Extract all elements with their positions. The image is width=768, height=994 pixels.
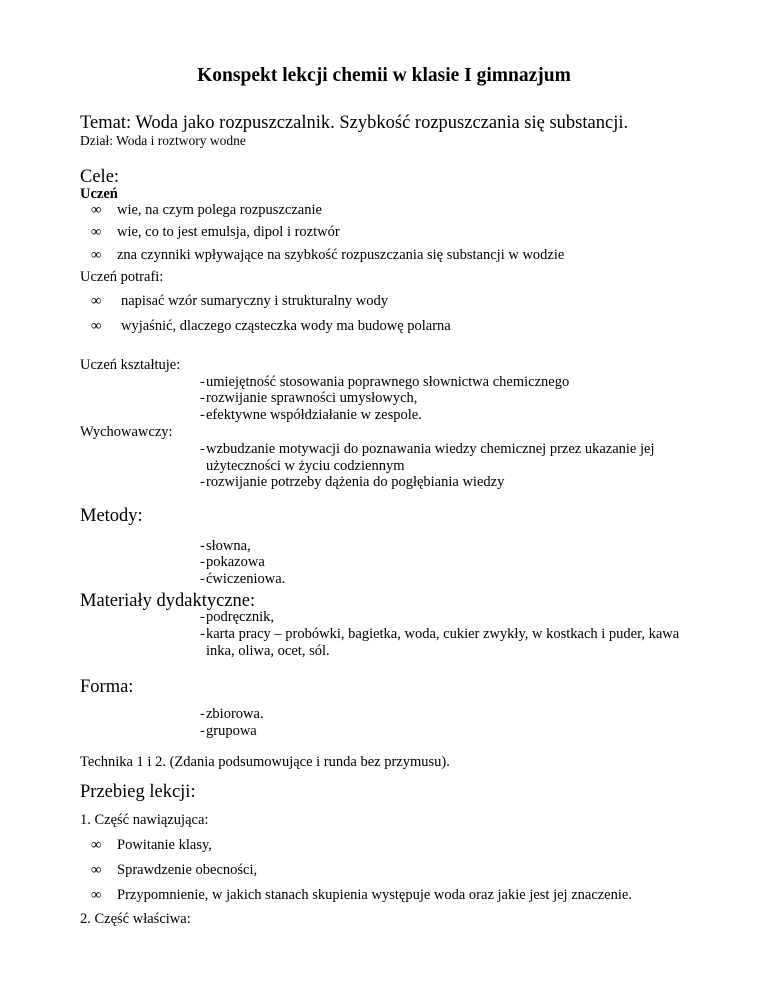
- document-page: Konspekt lekcji chemii w klasie I gimnazjum Temat: Woda jako rozpuszczalnik. Szybkość rozpuszczania się substancji. Dział: Woda i roztwory wodne Cele: Uczeń ∞ wie, na czym polega rozpuszczanie ∞ wie, co to jest emulsja, dipol i roztwór ∞ zna czynniki wpływające na szybkość rozpuszczania się substancji w wodzie Uczeń potrafi: ∞ napisać wzór sumaryczny i strukturalny wody ∞ wyjaśnić, dlaczego cząsteczka wody ma budowę polarna Uczeń kształtuje: - umiejętność stosowania poprawnego słownictwa chemicznego - rozwijanie sprawności umysłowych, - efektywne współdziałanie w zespole. Wychowawczy: - wzbudzanie motywacji do poznawania wiedzy chemicznej przez ukazanie jej użyteczności w życiu codziennym - rozwijanie potrzeby dążenia do pogłębiania wiedzy Metody: - słowna, - pokazowa - ćwiczeniowa. Materiały dydaktyczne: - podręcznik, - karta pracy – probówki, bagietka, woda, cukier zwykły, w kostkach i puder, kawa inka, oliwa, ocet, sól. Forma: - zbiorowa. - grupowa Technika 1 i 2. (Zdania podsumowujące i runda bez przymusu). Przebieg lekcji: 1. Część nawiązująca: ∞ Powitanie klasy, ∞ Sprawdzenie obecności, ∞ Przypomnienie, w jakich stanach skupienia występuje woda oraz jakie jest jej znaczenie. 2. Część właściwa:: [0, 0, 768, 994]
- methods-heading: Metody:: [80, 506, 143, 526]
- bullet-icon: ∞: [91, 837, 102, 853]
- dash-icon: -: [200, 706, 205, 722]
- list-item: ∞ wie, na czym polega rozpuszczanie: [91, 202, 322, 218]
- dash-icon: -: [200, 609, 205, 625]
- part-one-label: 1. Część nawiązująca:: [80, 812, 209, 828]
- part-two-label: 2. Część właściwa:: [80, 911, 191, 927]
- dash-icon: -: [200, 554, 205, 570]
- bullet-icon: ∞: [91, 202, 102, 218]
- list-item: ∞ napisać wzór sumaryczny i strukturalny wody: [91, 293, 388, 309]
- dash-icon: -: [200, 407, 205, 423]
- lesson-course-heading: Przebieg lekcji:: [80, 782, 196, 802]
- list-item: ∞ wie, co to jest emulsja, dipol i roztwór: [91, 224, 340, 240]
- list-item: ∞ Powitanie klasy,: [91, 837, 212, 853]
- goals-heading: Cele:: [80, 167, 120, 187]
- materials-heading: Materiały dydaktyczne:: [80, 591, 256, 611]
- technique-line: Technika 1 i 2. (Zdania podsumowujące i runda bez przymusu).: [80, 754, 450, 770]
- bullet-icon: ∞: [91, 293, 102, 309]
- student-shapes-label: Uczeń kształtuje:: [80, 357, 181, 373]
- form-heading: Forma:: [80, 677, 134, 697]
- list-item: ∞ wyjaśnić, dlaczego cząsteczka wody ma budowę polarna: [91, 318, 451, 334]
- bullet-icon: ∞: [91, 862, 102, 878]
- dash-icon: -: [200, 441, 205, 457]
- dash-icon: -: [200, 374, 205, 390]
- student-label: Uczeń: [80, 186, 118, 202]
- dash-icon: -: [200, 626, 205, 642]
- dash-icon: -: [200, 723, 205, 739]
- topic-line: Temat: Woda jako rozpuszczalnik. Szybkość rozpuszczania się substancji.: [80, 113, 629, 133]
- bullet-icon: ∞: [91, 887, 102, 903]
- dash-icon: -: [200, 538, 205, 554]
- bullet-icon: ∞: [91, 224, 102, 240]
- student-can-label: Uczeń potrafi:: [80, 269, 164, 285]
- dash-icon: -: [200, 390, 205, 406]
- list-item: ∞ Przypomnienie, w jakich stanach skupienia występuje woda oraz jakie jest jej znaczenie.: [91, 887, 632, 903]
- list-item: ∞ Sprawdzenie obecności,: [91, 862, 258, 878]
- dash-icon: -: [200, 571, 205, 587]
- section-line: Dział: Woda i roztwory wodne: [80, 133, 246, 148]
- educational-label: Wychowawczy:: [80, 424, 173, 440]
- document-title: Konspekt lekcji chemii w klasie I gimnazjum: [197, 65, 571, 86]
- bullet-icon: ∞: [91, 247, 102, 263]
- dash-icon: -: [200, 474, 205, 490]
- bullet-icon: ∞: [91, 318, 102, 334]
- list-item: ∞ zna czynniki wpływające na szybkość rozpuszczania się substancji w wodzie: [91, 247, 565, 263]
